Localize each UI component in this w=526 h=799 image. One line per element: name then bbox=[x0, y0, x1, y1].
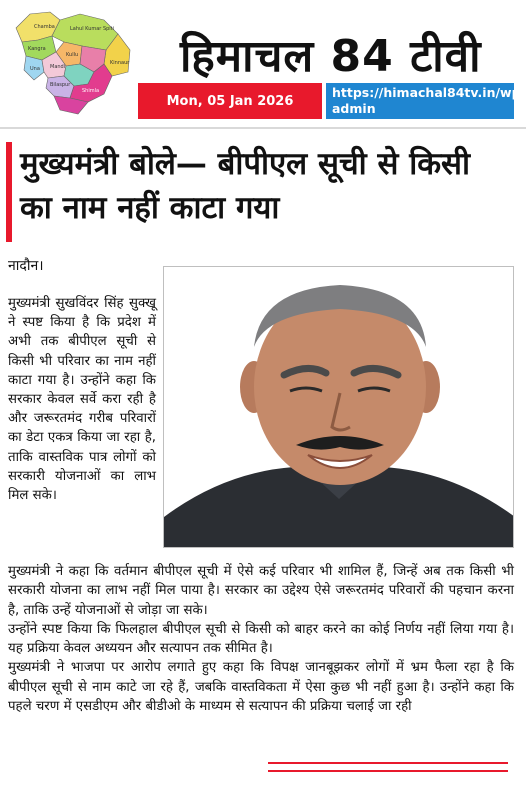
map-label-lahul: Lahul Kumar Spiti bbox=[70, 26, 115, 32]
chief-minister-photo bbox=[163, 266, 514, 548]
site-title: हिमाचल 84 टीवी bbox=[180, 31, 482, 82]
masthead bbox=[0, 0, 526, 128]
footer-divider-top bbox=[268, 762, 508, 764]
headline-block bbox=[6, 142, 506, 242]
map-label-mandi: Mandi bbox=[50, 64, 66, 70]
footer-divider-bottom bbox=[268, 770, 508, 772]
article-paragraph: उन्होंने स्पष्ट किया कि फिलहाल बीपीएल सूची से किसी को बाहर करने का कोई निर्णय नहीं लिया गया है। यह प्रक्रिया केवल अध्ययन और सत्यापन तक सीमित है। bbox=[8, 621, 514, 657]
map-label-chamba: Chamba bbox=[34, 24, 55, 30]
article-paragraph: मुख्यमंत्री ने भाजपा पर आरोप लगाते हुए कहा कि विपक्ष जानबूझकर लोगों में भ्रम फैला रहा है कि बीपीएल सूची से नाम काटे जा रहे हैं, जबकि वास्तविकता में ऐसा कुछ भी नहीं हुआ है। उन्होंने कहा कि पहले चरण में एसडीएम और बीडीओ के माध्यम से सत्यापन की प्रक्रिया चलाई जा रही bbox=[8, 660, 514, 715]
article-dateline: नादौन। bbox=[8, 258, 44, 274]
article-body bbox=[8, 562, 514, 716]
site-url-link[interactable]: https://himachal84tv.in/wp-admin bbox=[326, 83, 514, 119]
article-intro-paragraph: मुख्यमंत्री सुखविंदर सिंह सुक्खू ने स्पष्ट किया है कि प्रदेश में अभी तक बीपीएल सूची से किसी भी परिवार का नाम नहीं काटा गया है। उन्होंने कहा कि सरकार केवल सर्वे करा रही है और जरूरतमंद गरीब परिवारों का डेटा एकत्र किया जा रहा है, ताकि वास्तविक पात्र लोगों को सरकारी योजनाओं का लाभ मिल सके। bbox=[8, 296, 156, 504]
article-paragraph: मुख्यमंत्री ने कहा कि वर्तमान बीपीएल सूची में ऐसे कई परिवार भी शामिल हैं, जिन्हें अब तक किसी भी सरकारी योजना का लाभ नहीं मिल पाया है। सरकार का उद्देश्य ऐसे जरूरतमंद परिवारों की पहचान करना है, ताकि उन्हें योजनाओं से जोड़ा जा सके। bbox=[8, 564, 514, 618]
header-divider bbox=[0, 127, 526, 129]
map-label-kinnaur: Kinnaur bbox=[110, 60, 130, 66]
map-label-bilaspur: Bilaspur bbox=[50, 82, 71, 88]
map-label-kullu: Kullu bbox=[66, 52, 79, 58]
map-label-kangra: Kangra bbox=[28, 46, 46, 52]
map-label-una: Una bbox=[30, 66, 40, 72]
article-headline: मुख्यमंत्री बोले— बीपीएल सूची से किसी का नाम नहीं काटा गया bbox=[20, 146, 471, 226]
map-label-shimla: Shimla bbox=[82, 88, 100, 94]
himachal-map-logo bbox=[8, 6, 136, 118]
date-bar: Mon, 05 Jan 2026 bbox=[138, 83, 322, 119]
